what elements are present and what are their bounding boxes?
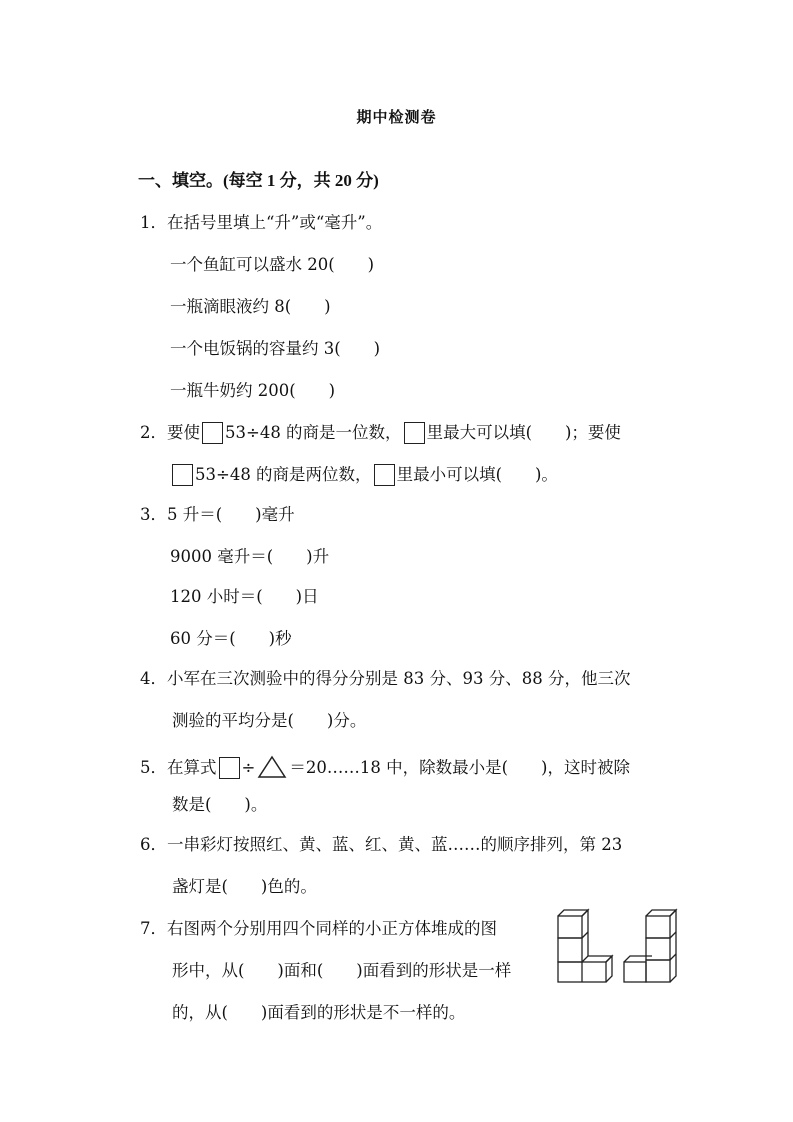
question-number: 6． <box>140 835 167 854</box>
q3-item-4: 60 分＝( )秒 <box>170 629 292 648</box>
question-2-line-2 <box>170 464 558 486</box>
divide-sign: ÷ <box>241 758 256 777</box>
question-number: 5． <box>140 758 167 777</box>
question-6-line-1 <box>140 834 622 856</box>
q4-text: 小军在三次测验中的得分分别是 83 分、93 分、88 分，他三次 <box>167 669 631 688</box>
question-number: 7． <box>140 919 167 938</box>
question-number: 3． <box>140 505 167 524</box>
question-7-line-3: 的，从( )面看到的形状是不一样的。 <box>172 1003 466 1022</box>
q2-text: 里最小可以填( )。 <box>396 465 558 484</box>
page-title: 期中检测卷 <box>356 108 437 126</box>
question-4-line-2: 测验的平均分是( )分。 <box>172 711 367 730</box>
question-stem: 在括号里填上“升”或“毫升”。 <box>167 213 383 232</box>
question-6-line-2: 盏灯是( )色的。 <box>172 877 317 896</box>
question-7-line-2: 形中，从( )面和( )面看到的形状是一样 <box>172 961 512 980</box>
q2-text: 要使 <box>167 423 200 442</box>
q1-item-2: 一瓶滴眼液约 8( ) <box>170 297 331 316</box>
q6-text: 一串彩灯按照红、黄、蓝、红、黄、蓝……的顺序排列，第 23 <box>167 835 623 854</box>
question-4-line-1 <box>140 668 630 690</box>
q3-item-2: 9000 毫升＝( )升 <box>170 547 330 566</box>
q5-text: 在算式 <box>167 758 217 777</box>
question-5-line-1 <box>140 755 630 779</box>
section-heading: 一、填空。(每空 1 分，共 20 分) <box>138 171 379 190</box>
question-1 <box>140 212 382 234</box>
question-2-line-1 <box>140 422 621 444</box>
question-3 <box>140 504 295 526</box>
question-number: 4． <box>140 669 167 688</box>
blank-square-box <box>374 464 395 486</box>
blank-square-box <box>219 757 240 779</box>
q1-item-1: 一个鱼缸可以盛水 20( ) <box>170 255 375 274</box>
q5-text: ＝20……18 中，除数最小是( )，这时被除 <box>289 758 630 777</box>
question-7-line-1 <box>140 918 497 940</box>
blank-square-box <box>202 422 223 444</box>
q1-item-3: 一个电饭锅的容量约 3( ) <box>170 339 381 358</box>
q2-text: 53÷48 的商是一位数， <box>225 423 402 442</box>
blank-triangle-icon <box>257 755 287 779</box>
q7-text: 右图两个分别用四个同样的小正方体堆成的图 <box>167 919 497 938</box>
cube-stack-figure-2 <box>622 908 678 984</box>
q2-text: 53÷48 的商是两位数， <box>195 465 372 484</box>
q3-item-3: 120 小时＝( )日 <box>170 587 319 606</box>
question-number: 1． <box>140 213 167 232</box>
question-number: 2． <box>140 423 167 442</box>
blank-square-box <box>404 422 425 444</box>
blank-square-box <box>172 464 193 486</box>
q1-item-4: 一瓶牛奶约 200( ) <box>170 381 336 400</box>
q2-text: 里最大可以填( )；要使 <box>426 423 621 442</box>
q3-item-1: 5 升＝( )毫升 <box>167 505 295 524</box>
question-5-line-2: 数是( )。 <box>172 795 268 814</box>
cube-stack-figure-1 <box>552 908 614 984</box>
